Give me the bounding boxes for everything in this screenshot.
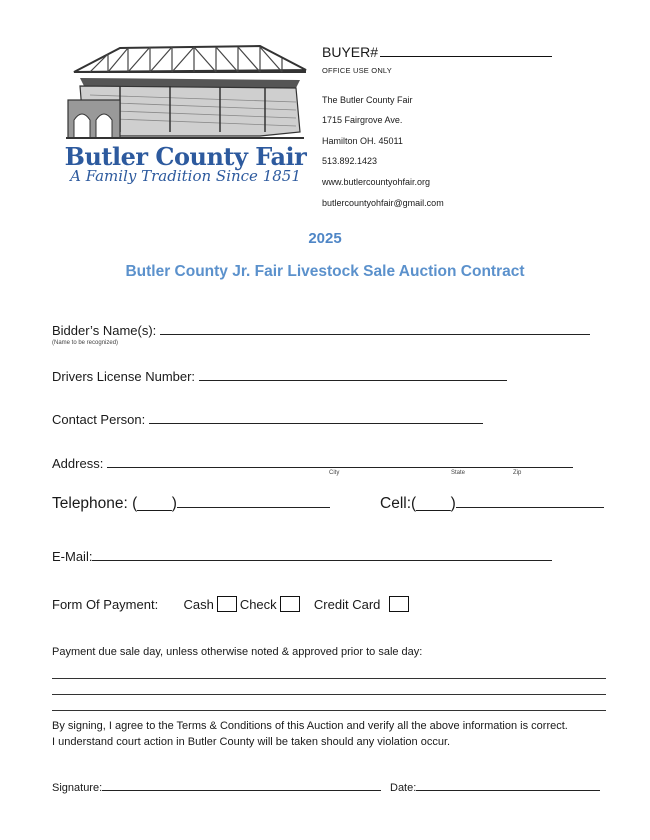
buyer-number-field[interactable] bbox=[322, 44, 552, 60]
payment-form bbox=[52, 596, 412, 612]
office-use-note: OFFICE USE ONLY bbox=[322, 66, 392, 75]
bidder-name-field[interactable] bbox=[52, 322, 590, 338]
payment-label: Form Of Payment: bbox=[52, 597, 159, 612]
contact-person-label: Contact Person: bbox=[52, 412, 146, 427]
cell-label: Cell:(____) bbox=[380, 495, 456, 512]
terms-line-1: By signing, I agree to the Terms & Conditions of this Auction and verify all the above information is correct. bbox=[52, 720, 568, 732]
cell-field[interactable] bbox=[380, 493, 604, 513]
license-label: Drivers License Number: bbox=[52, 369, 196, 384]
date-label: Date: bbox=[390, 782, 417, 794]
contact-street: 1715 Fairgrove Ave. bbox=[322, 115, 403, 125]
telephone-line[interactable] bbox=[177, 493, 330, 508]
address-city-label: City bbox=[329, 470, 340, 476]
logo-tagline: A Family Tradition Since 1851 bbox=[70, 167, 301, 185]
signature-line[interactable] bbox=[102, 780, 381, 791]
address-zip-label: Zip bbox=[513, 470, 522, 476]
payment-option-check-label: Check bbox=[239, 597, 277, 612]
email-line[interactable] bbox=[92, 548, 552, 561]
payment-note-line-3[interactable] bbox=[52, 710, 606, 711]
payment-option-cash-label: Cash bbox=[183, 597, 214, 612]
contact-phone: 513.892.1423 bbox=[322, 156, 378, 166]
license-line[interactable] bbox=[199, 368, 507, 381]
contract-title: Butler County Jr. Fair Livestock Sale Auction Contract bbox=[125, 263, 525, 280]
payment-option-credit-label: Credit Card bbox=[313, 597, 381, 612]
check-checkbox[interactable] bbox=[280, 596, 300, 612]
cash-checkbox[interactable] bbox=[217, 596, 237, 612]
address-state-label: State bbox=[451, 470, 466, 476]
contact-city: Hamilton OH. 45011 bbox=[322, 136, 403, 146]
credit-card-checkbox[interactable] bbox=[389, 596, 409, 612]
address-label: Address: bbox=[52, 456, 104, 471]
payment-due-note: Payment due sale day, unless otherwise noted & approved prior to sale day: bbox=[52, 646, 423, 658]
signature-label: Signature: bbox=[52, 782, 103, 794]
payment-note-line-2[interactable] bbox=[52, 694, 606, 695]
bidder-note: (Name to be recognized) bbox=[52, 340, 119, 346]
logo-title: Butler County Fair bbox=[64, 142, 307, 171]
contact-org: The Butler County Fair bbox=[322, 95, 413, 105]
address-field[interactable] bbox=[52, 455, 573, 471]
contract-year: 2025 bbox=[308, 230, 342, 247]
buyer-number-line[interactable] bbox=[380, 44, 552, 57]
buyer-label: BUYER# bbox=[322, 44, 379, 60]
bidder-label: Bidder’s Name(s): bbox=[52, 323, 157, 338]
email-field[interactable] bbox=[52, 548, 552, 564]
telephone-field[interactable] bbox=[52, 493, 330, 513]
signature-field[interactable] bbox=[52, 780, 381, 794]
contact-person-field[interactable] bbox=[52, 411, 483, 427]
cell-line[interactable] bbox=[456, 493, 604, 508]
contact-website: www.butlercountyohfair.org bbox=[322, 177, 431, 187]
bidder-name-line[interactable] bbox=[160, 322, 590, 335]
payment-note-line-1[interactable] bbox=[52, 678, 606, 679]
terms-line-2: I understand court action in Butler County will be taken should any violation occur. bbox=[52, 736, 451, 748]
license-field[interactable] bbox=[52, 368, 507, 384]
email-label: E-Mail: bbox=[52, 549, 93, 564]
contact-email: butlercountyohfair@gmail.com bbox=[322, 198, 444, 208]
date-field[interactable] bbox=[390, 780, 600, 794]
telephone-label: Telephone: (____) bbox=[52, 495, 177, 512]
contact-person-line[interactable] bbox=[149, 411, 483, 424]
address-line[interactable] bbox=[107, 455, 573, 468]
date-line[interactable] bbox=[416, 780, 600, 791]
